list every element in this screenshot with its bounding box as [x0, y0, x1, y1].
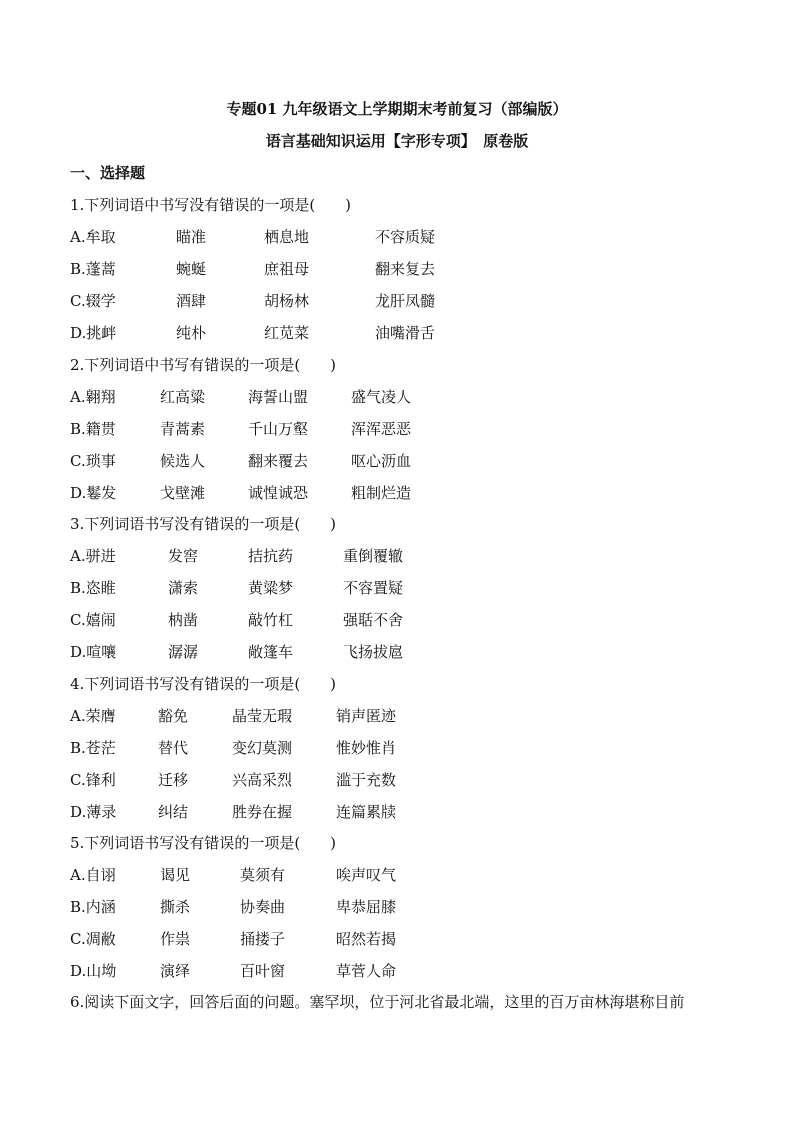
question-6-passage: 6.阅读下面文字，回答后面的问题。塞罕坝，位于河北省最北端，这里的百万亩林海堪称目前 — [70, 993, 685, 1011]
option-word: 青蒿素 — [160, 420, 206, 438]
option-word: 潺潺 — [168, 643, 199, 661]
option-word: 撕杀 — [160, 898, 191, 916]
option-word: 卑恭屈膝 — [336, 898, 397, 916]
option-word: 纠结 — [158, 803, 189, 821]
option-word: 油嘴滑舌 — [375, 324, 436, 342]
option-word: 不容置疑 — [343, 579, 404, 597]
option-word: D.山坳 — [70, 962, 117, 980]
option-word: 迁移 — [158, 771, 189, 789]
option-word: B.恣睢 — [70, 579, 116, 597]
option-word: 拮抗药 — [248, 547, 294, 565]
option-word: 胡杨林 — [264, 292, 310, 310]
option-word: 盛气凌人 — [351, 388, 412, 406]
question-5-stem: 5.下列词语书写没有错误的一项是( ) — [70, 834, 337, 852]
option-word: C.锋利 — [70, 771, 116, 789]
option-word: 纯朴 — [176, 324, 207, 342]
option-word: B.蓬蒿 — [70, 260, 116, 278]
option-word: 惟妙惟肖 — [336, 739, 397, 757]
option-word: B.内涵 — [70, 898, 116, 916]
option-word: 呕心沥血 — [351, 452, 412, 470]
option-word: 蜿蜒 — [176, 260, 207, 278]
option-word: 连篇累牍 — [336, 803, 397, 821]
question-4-stem: 4.下列词语书写没有错误的一项是( ) — [70, 675, 337, 693]
option-word: 作祟 — [160, 930, 191, 948]
option-word: 翻来复去 — [375, 260, 436, 278]
option-word: C.辍学 — [70, 292, 116, 310]
option-word: C.琐事 — [70, 452, 116, 470]
option-word: 昭然若揭 — [336, 930, 397, 948]
option-word: 浑浑恶恶 — [351, 420, 412, 438]
option-word: A.荣膺 — [70, 707, 116, 725]
option-word: 龙肝凤髓 — [375, 292, 436, 310]
option-word: 瞄准 — [176, 228, 207, 246]
option-word: 捅搂子 — [240, 930, 286, 948]
option-word: 强聒不舍 — [343, 611, 404, 629]
option-word: 诚惶诚恐 — [248, 484, 309, 502]
option-word: 胜券在握 — [232, 803, 293, 821]
option-word: B.籍贯 — [70, 420, 116, 438]
option-word: D.薄录 — [70, 803, 117, 821]
option-word: D.喧嚷 — [70, 643, 117, 661]
option-word: D.挑衅 — [70, 324, 117, 342]
question-2-stem: 2.下列词语中书写有错误的一项是( ) — [70, 356, 337, 374]
option-word: 重倒覆辙 — [343, 547, 404, 565]
option-word: 栖息地 — [264, 228, 310, 246]
option-word: 枘凿 — [168, 611, 199, 629]
option-word: 戈壁滩 — [160, 484, 206, 502]
option-word: 晶莹无瑕 — [232, 707, 293, 725]
question-1-stem: 1.下列词语中书写没有错误的一项是( ) — [70, 196, 352, 214]
option-word: C.嬉闹 — [70, 611, 116, 629]
option-word: 协奏曲 — [240, 898, 286, 916]
question-3-stem: 3.下列词语书写没有错误的一项是( ) — [70, 515, 337, 533]
option-word: 黄粱梦 — [248, 579, 294, 597]
option-word: A.骈进 — [70, 547, 116, 565]
option-word: A.自诩 — [70, 866, 116, 884]
option-word: 千山万壑 — [248, 420, 309, 438]
option-word: 变幻莫测 — [232, 739, 293, 757]
option-word: 候选人 — [160, 452, 206, 470]
option-word: 唉声叹气 — [336, 866, 397, 884]
option-word: 兴高采烈 — [232, 771, 293, 789]
option-word: 莫须有 — [240, 866, 286, 884]
option-word: 销声匿迹 — [336, 707, 397, 725]
option-word: 潇索 — [168, 579, 199, 597]
option-word: A.牟取 — [70, 228, 116, 246]
option-word: 海誓山盟 — [248, 388, 309, 406]
option-word: 敲竹杠 — [248, 611, 294, 629]
option-word: 红苋菜 — [264, 324, 310, 342]
option-word: 翻来覆去 — [248, 452, 309, 470]
option-word: 演绎 — [160, 962, 191, 980]
option-word: 发窖 — [168, 547, 199, 565]
option-word: 替代 — [158, 739, 189, 757]
option-word: D.鬈发 — [70, 484, 117, 502]
option-word: 谒见 — [160, 866, 191, 884]
option-word: 不容质疑 — [375, 228, 436, 246]
option-word: A.翱翔 — [70, 388, 116, 406]
option-word: 酒肆 — [176, 292, 207, 310]
option-word: 滥于充数 — [336, 771, 397, 789]
option-word: 粗制烂造 — [351, 484, 412, 502]
option-word: B.苍茫 — [70, 739, 116, 757]
option-word: 草菅人命 — [336, 962, 397, 980]
option-word: 飞扬拔扈 — [343, 643, 404, 661]
option-word: 红高粱 — [160, 388, 206, 406]
section-heading: 一、选择题 — [70, 164, 146, 182]
option-word: 豁免 — [158, 707, 189, 725]
option-word: 百叶窗 — [240, 962, 286, 980]
document-title: 专题01 九年级语文上学期期末考前复习（部编版） — [226, 100, 568, 118]
option-word: C.凋敝 — [70, 930, 116, 948]
document-subtitle: 语言基础知识运用【字形专项】 原卷版 — [265, 132, 529, 150]
option-word: 敞篷车 — [248, 643, 294, 661]
option-word: 庶祖母 — [264, 260, 310, 278]
